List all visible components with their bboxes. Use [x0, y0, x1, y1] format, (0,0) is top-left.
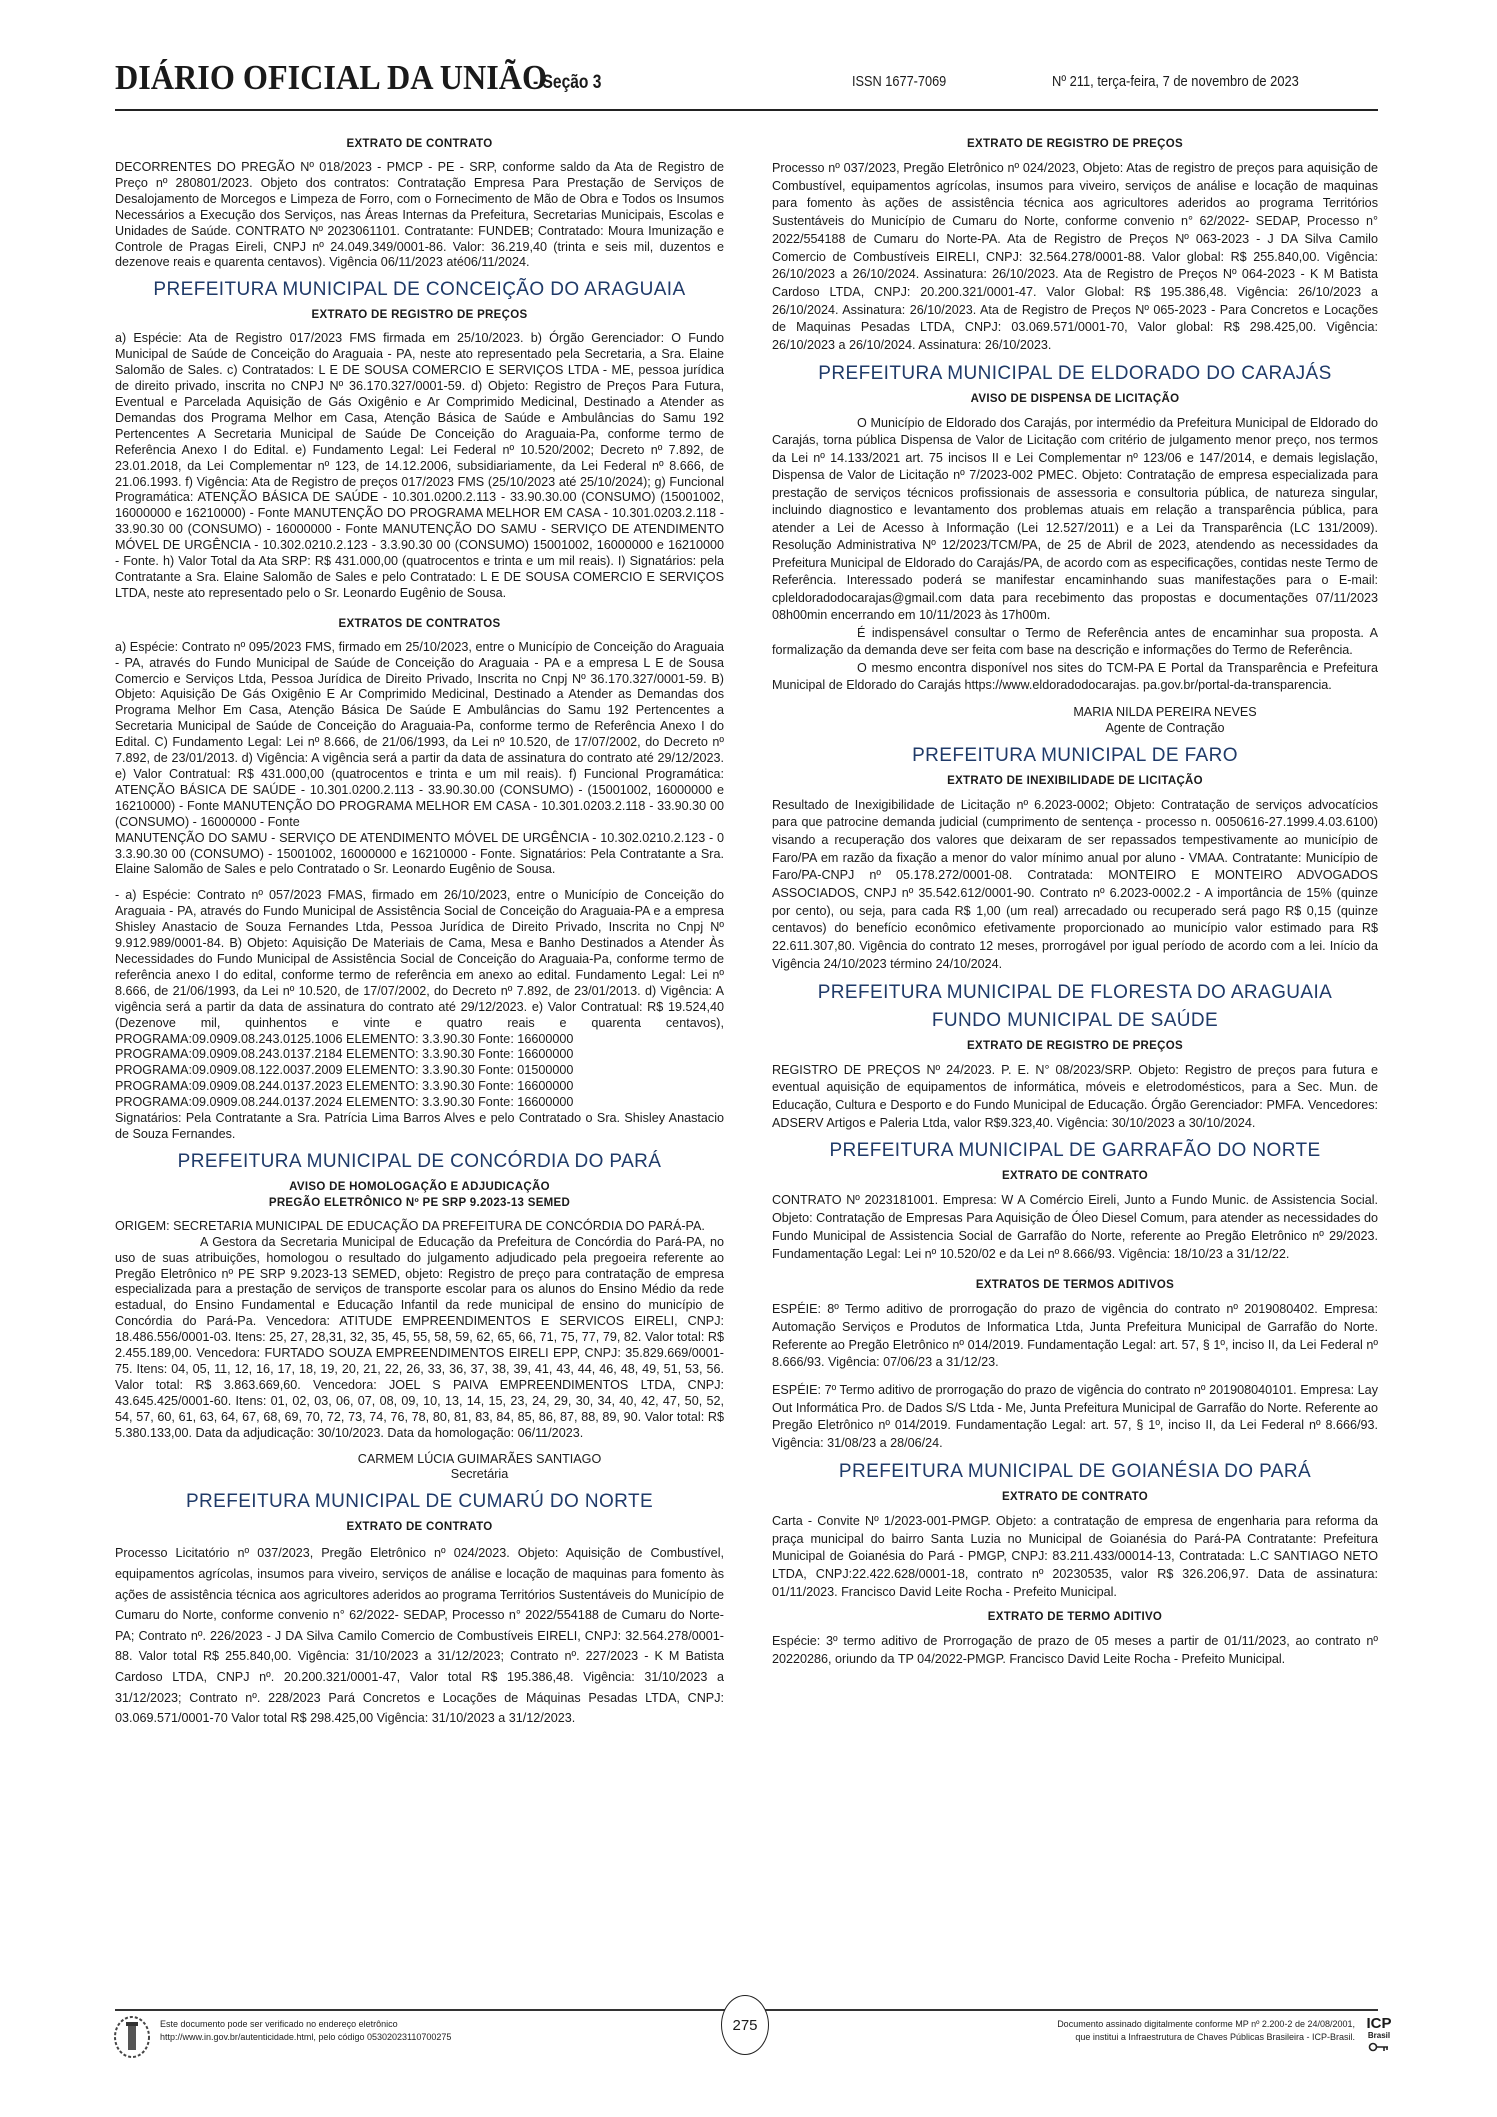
program-line: PROGRAMA:09.0909.08.122.0037.2009 ELEMENTO: 3.3.90.30 Fonte: 01500000: [115, 1063, 574, 1078]
municipality-heading: PREFEITURA MUNICIPAL DE CONCÓRDIA DO PARÁ: [177, 1150, 662, 1172]
section-subtitle: EXTRATOS DE TERMOS ADITIVOS: [975, 1279, 1175, 1292]
notice-body: É indispensável consultar o Termo de Referência antes de encaminhar sua proposta. A formalização da demanda deve ser feita com base na descrição e informações do Termo de Referência.: [772, 625, 1378, 658]
program-line: PROGRAMA:09.0909.08.244.0137.2024 ELEMENTO: 3.3.90.30 Fonte: 16600000: [115, 1095, 574, 1110]
newspaper-title: DIÁRIO OFICIAL DA UNIÃO: [115, 58, 548, 97]
municipality-heading: PREFEITURA MUNICIPAL DE FLORESTA DO ARAGUAIA: [817, 981, 1333, 1003]
left-column: [115, 124, 724, 1729]
icp-brasil-logo: ICP Brasil: [1364, 2017, 1394, 2062]
signature-line: Documento assinado digitalmente conforme MP nº 2.200-2 de 24/08/2001,: [1057, 2019, 1355, 2029]
section-subtitle: EXTRATO DE CONTRATO: [1001, 1170, 1149, 1183]
issue-date: Nº 211, terça-feira, 7 de novembro de 2023: [1052, 73, 1299, 90]
signer-role: Secretária: [450, 1467, 509, 1482]
program-line: PROGRAMA:09.0909.08.243.0137.2184 ELEMENTO: 3.3.90.30 Fonte: 16600000: [115, 1047, 574, 1062]
municipality-heading: PREFEITURA MUNICIPAL DE FARO: [912, 744, 1238, 766]
municipality-heading: PREFEITURA MUNICIPAL DE CONCEIÇÃO DO ARAGUAIA: [153, 279, 686, 301]
municipality-subheading: FUNDO MUNICIPAL DE SAÚDE: [931, 1009, 1219, 1031]
municipality-heading: PREFEITURA MUNICIPAL DE GARRAFÃO DO NORTE: [829, 1140, 1321, 1162]
section-subtitle: AVISO DE HOMOLOGAÇÃO E ADJUDICAÇÃO: [289, 1180, 550, 1193]
notice-body: CONTRATO Nº 2023181001. Empresa: W A Comércio Eireli, Junto a Fundo Munic. de Assistencia Social. Objeto: Contratação de Empresas Para Aquisição de Óleo Diesel Comum, para atender as necessidades do Fundo Municipal de Assistencia Social de Garrafão do Norte, referente ao Pregão Eletrônico nº 29/2023. Fundamentação Legal: Lei nº 10.520/02 e da Lei nº 8.666/93. Vigência: 18/10/23 a 31/12/22.: [772, 1193, 1378, 1261]
notice-body: a) Espécie: Ata de Registro 017/2023 FMS firmada em 25/10/2023. b) Órgão Gerenciador: O Fundo Municipal de Saúde de Conceição do Araguaia - PA, neste ato representado pela Secretaria, a Sra. Elaine Salomão de Sales. c) Contratados: L E DE SOUSA COMERCIO E SERVIÇOS LTDA - ME, pessoa jurídica de direito privado, inscrita no CNPJ Nº 36.170.327/0001-59. d) Objeto: Registro de Preços Para Futura, Eventual e Parcelada Aquisição de Gás Oxigênio e Ar Comprimido Medicinal, Destinado a Atender as Demandas dos Programa Melhor em Casa, Atenção Básica de Saúde e Ambulâncias do Samu 192 Pertencentes A Secretaria Municipal de Saúde De Conceição do Araguaia-Pa, conforme termo de Referência Anexo I do Edital. e) Fundamento Legal: Lei Federal nº 10.520/2002; Decreto nº 7.892, de 23.01.2018, da Lei Complementar nº 123, de 14.12.2006, subsidiariamente, da Lei Federal nº 8.666, de 21.06.1993. f) Vigência: Ata de Registro de preços 017/2023 FMS (25/10/2023 até 25/10/2024); g) Funcional Programática: ATENÇÃO BÁSICA DE SAÚDE - 10.301.0200.2.113 - 33.90.30.00 (CONSUMO) (15001002, 16000000 e 16210000) - Fonte MANUTENÇÃO DO PROGRAMA MELHOR EM CASA - 10.301.0203.2.118 - 33.90.30 00 (CONSUMO) - 16000000 - Fonte MANUTENÇÃO DO SAMU - SERVIÇO DE ATENDIMENTO MÓVEL DE URGÊNCIA - 10.302.0210.2.123 - 3.3.90.30 00 (CONSUMO) 15001002, 16000000 e 16210000 - Fonte. h) Valor Total da Ata SRP: R$ 431.000,00 (quatrocentos e trinta e um mil reais). I) Signatários: pela Contratante a Sra. Elaine Salomão de Sales e pelo Contratado: L E DE SOUSA COMERCIO E SERVIÇOS LTDA, neste ato representado pelo o Sr. Leonardo Eugênio de Sousa.: [115, 331, 724, 600]
republic-seal-icon: [112, 2015, 152, 2060]
notice-origin: ORIGEM: SECRETARIA MUNICIPAL DE EDUCAÇÃO DA PREFEITURA DE CONCÓRDIA DO PARÁ-PA.: [115, 1218, 705, 1233]
notice-body: MANUTENÇÃO DO SAMU - SERVIÇO DE ATENDIMENTO MÓVEL DE URGÊNCIA - 10.302.0210.2.123 - 0 3.3.90.30 00 (CONSUMO) - 15001002, 16000000 e 16210000 - Fonte. Signatários: Pela Contratante a Sra. Elaine Salomão de Sales e pelo Contratado o Sr. Leonardo Eugênio de Sousa.: [115, 830, 724, 877]
signature-note: [1057, 2018, 1355, 2044]
section-subtitle: AVISO DE DISPENSA DE LICITAÇÃO: [970, 392, 1180, 405]
notice-body: Resultado de Inexigibilidade de Licitação nº 6.2023-0002; Objeto: Contratação de serviços advocatícios para que patrocine demanda judicial (cumprimento de sentença - processo n. 0050616-27.1999.4.03.6100) visando a recuperação dos valores que deixaram de ser repassados tempestivamente ao município de Faro/PA em razão da fixação a menor do valor mínimo anual por aluno - VMAA. Contratante: Município de Faro/PA-CNPJ nº 05.178.272/0001-08. Contratada: MONTEIRO E MONTEIRO ADVOGADOS ASSOCIADOS, CNPJ nº 35.542.612/0001-90. Contrato nº 6.2023-0002.2 - A importância de 15% (quinze por cento), ou seja, para cada R$ 1,00 (um real) arrecadado ou recuperado será pago R$ 0,15 (quinze centavos) do benefício econômico efetivamente proporcionado ao município valor estimado para R$ 22.611.307,80. Vigência do contrato 12 meses, prorrogável por igual período de acordo com a lei. Início da Vigência 24/10/2023 término 24/10/2024.: [772, 797, 1378, 971]
page-number: 275: [721, 1995, 769, 2055]
key-icon: [1368, 2040, 1390, 2054]
signer-role: Agente de Contração: [1105, 720, 1225, 735]
section-label: - Seção 3: [533, 72, 602, 93]
municipality-heading: PREFEITURA MUNICIPAL DE ELDORADO DO CARAJÁS: [818, 362, 1332, 384]
verification-line: Este documento pode ser verificado no endereço eletrônico: [160, 2019, 398, 2029]
section-subtitle: EXTRATO DE REGISTRO DE PREÇOS: [967, 1039, 1183, 1052]
municipality-heading: PREFEITURA MUNICIPAL DE CUMARÚ DO NORTE: [185, 1491, 654, 1513]
notice-body: - a) Espécie: Contrato nº 057/2023 FMAS, firmado em 26/10/2023, entre o Município de Conceição do Araguaia - PA, através do Fundo Municipal de Assistência Social de Conceição do Araguaia-PA e a empresa Shisley Anastacio de Souza Fernandes Ltda, Pessoa Jurídica de Direito Privado, Inscrita no Cnpj Nº 9.912.989/0001-84. B) Objeto: Aquisição De Materiais de Cama, Mesa e Banho Destinados a Atender Às Necessidades do Fundo Municipal de Assistência Social de Conceição do Araguaia-Pa, conforme termo de referência anexo I do edital, conforme termo de referência em anexo ao edital. Fundamento Legal: Lei nº 8.666, de 21/06/1993, da Lei nº 10.520, de 17/07/2002, do Decreto nº 7.892, de 23/01/2013. d) Vigência: A vigência será a partir da data de assinatura do contrato até 29/12/2023. e) Valor Contratual: R$ 19.524,40 (Dezenove mil, quinhentos e vinte e quatro reais e quarenta centavos), PROGRAMA:09.0909.08.243.0125.1006 ELEMENTO: 3.3.90.30 Fonte: 16600000: [115, 888, 724, 1046]
section-subtitle: EXTRATO DE TERMO ADITIVO: [987, 1611, 1163, 1624]
section-subtitle: EXTRATO DE REGISTRO DE PREÇOS: [967, 138, 1183, 150]
verification-url[interactable]: http://www.in.gov.br/autenticidade.html, pelo código 05302023110700275: [160, 2032, 452, 2042]
notice-body: O mesmo encontra disponível nos sites do TCM-PA E Portal da Transparência e Prefeitura Municipal de Eldorado do Carajás https://www.eldoradodocarajas. pa.gov.br/portal-da-transparencia.: [772, 660, 1378, 693]
program-line: PROGRAMA:09.0909.08.244.0137.2023 ELEMENTO: 3.3.90.30 Fonte: 16600000: [115, 1079, 574, 1094]
section-subtitle: EXTRATO DE REGISTRO DE PREÇOS: [311, 309, 528, 322]
section-subtitle: EXTRATO DE INEXIBILIDADE DE LICITAÇÃO: [947, 774, 1203, 787]
section-subtitle: EXTRATO DE CONTRATO: [346, 138, 493, 150]
signer-name: MARIA NILDA PEREIRA NEVES: [1073, 704, 1257, 719]
section-subtitle: EXTRATO DE CONTRATO: [1001, 1490, 1149, 1503]
notice-body: DECORRENTES DO PREGÃO Nº 018/2023 - PMCP - PE - SRP, conforme saldo da Ata de Registro de Preço nº 280801/2023. Objeto dos contratos: Contratação Empresa Para Prestação de Serviços de Desalojamento de Morcegos e Limpeza de Forro, com o Fornecimento de Mão de Obra e Todos os Insumos Necessários a Execução dos Serviços, nas Áreas Internas da Prefeitura, Secretarias Municipais, Escolas e Unidades de Saúde. CONTRATO Nº 2023061101. Contratante: FUNDEB; Contratado: Moura Imunização e Controle de Pragas Eireli, CNPJ nº 24.049.349/0001-86. Valor: 36.219,40 (trinta e seis mil, duzentos e dezenove reais e quarenta centavos). Vigência 06/11/2023 até06/11/2024.: [115, 160, 724, 270]
section-subtitle: EXTRATOS DE CONTRATOS: [338, 617, 501, 630]
right-column: [772, 124, 1378, 1669]
notice-body: O Município de Eldorado dos Carajás, por intermédio da Prefeitura Municipal de Eldorado do Carajás, torna pública Dispensa de Valor de Licitação com critério de julgamento menor preço, nos termos da Lei nº 14.133/2021 art. 75 incisos II e Lei Complementar nº 123/06 e 147/2014, e demais legislação, Dispensa de Valor de Licitação nº 7/2023-002 PMEC. Objeto: Contratação de empresa especializada para prestação de serviços técnicos profissionais de assessoria e consultoria pública, de natureza singular, incluindo diagnostico e levantamento dos problemas atuais em relação a transparência pública, para atender a Lei de Acesso à Informação (Lei 12.527/2011) e a Lei da Transparência (LC 131/2009). Resolução Administrativa Nº 12/2023/TCM/PA, de 25 de Abril de 2023, atendendo as necessidades da Prefeitura Municipal de Eldorado do Carajás/PA, de acordo com as especificações, contidas neste Termo de Referência. Interessado poderá se manifestar encaminhando suas manifestações para o E-mail: cpleldoradodocarajas@gmail.com data para recebimento das propostas e documentações 07/11/2023 08h00min encerrando em 10/11/2023 às 17h00m.: [772, 415, 1378, 623]
section-subtitle: EXTRATO DE CONTRATO: [346, 1521, 493, 1534]
notice-body: ESPÉIE: 7º Termo aditivo de prorrogação do prazo de vigência do contrato nº 201908040101. Empresa: Lay Out Informática Pro. de Dados S/S Ltda - Me, Junta Prefeitura Municipal de Garrafão do Norte. Referente ao Pregão Eletrônico nº 014/2019. Fundamentação Legal: art. 57, § 1º, inciso II, da Lei Federal nº 8.666/93. Vigência: 31/08/23 a 28/06/24.: [772, 1383, 1378, 1451]
header-rule: [115, 109, 1378, 111]
notice-body: Carta - Convite Nº 1/2023-001-PMGP. Objeto: a contratação de empresa de engenharia para reforma da praça municipal do bairro Santa Luzia no Municipal de Goianésia do Pará-PA Contratante: Prefeitura Municipal de Goianésia do Pará - PMGP, CNPJ: 83.211.433/00014-13, Contratada: L.C SANTIAGO NETO LTDA, CNPJ:22.422.628/0001-18, contrato nº 20230535, valor R$ 326.206,97. Data de assinatura: 01/11/2023. Francisco David Leite Rocha - Prefeito Municipal.: [772, 1513, 1378, 1599]
municipality-heading: PREFEITURA MUNICIPAL DE GOIANÉSIA DO PARÁ: [838, 1460, 1312, 1482]
notice-body: Processo Licitatório nº 037/2023, Pregão Eletrônico nº 024/2023. Objeto: Aquisição de Combustível, equipamentos agrícolas, insumos para viveiro, serviços de análise e locação de maquinas para fomento às ações de assistência técnica aos agricultores aderidos ao programa Territórios Sustentáveis do Município de Cumaru do Norte, conforme convenio n° 62/2022- SEDAP, Processo n° 2022/554188 de Cumaru do Norte-PA; Contrato nº. 226/2023 - J DA Silva Camilo Comercio de Combustíveis EIRELI, CNPJ: 32.564.278/0001-88. Valor total R$ 255.840,00. Vigência: 31/10/2023 a 31/12/2023; Contrato nº. 227/2023 - K M Batista Cardoso LTDA, CNPJ nº. 20.200.321/0001-47, Valor total R$ 195.386,48. Vigência: 31/10/2023 a 31/12/2023; Contrato nº. 228/2023 Pará Concretos e Locações de Máquinas Pesadas LTDA, CNPJ: 03.069.571/0001-70 Valor total R$ 298.425,00 Vigência: 31/10/2023 a 31/12/2023.: [115, 1546, 724, 1726]
notice-body: REGISTRO DE PREÇOS Nº 24/2023. P. E. N° 08/2023/SRP. Objeto: Registro de preços para futura e eventual aquisição de equipamentos de informática, móveis e eletrodomésticos, para a Sec. Mun. de Educação, Cultura e Desporto e do Fundo Municipal de Educação. Órgão Gerenciador: PMFA. Vencedores: ADSERV Artigos e Paleria Ltda, valor R$9.323,40. Vigência: 30/10/2023 a 30/10/2024.: [772, 1062, 1378, 1130]
notice-body: a) Espécie: Contrato nº 095/2023 FMS, firmado em 25/10/2023, entre o Município de Conceição do Araguaia - PA, através do Fundo Municipal de Saúde de Conceição do Araguaia - PA e a empresa L E de Sousa Comercio e Serviços Ltda, Pessoa Jurídica de Direito Privado, Inscrita no Cnpj Nº 36.170.327/0001-59. B) Objeto: Aquisição De Gás Oxigênio E Ar Comprimido Medicinal, Destinado a Atender as Demandas dos Programa Melhor Em Casa, Atenção Básica De Saúde E Ambulâncias do Samu 192 Pertencentes a Secretaria Municipal de Saúde de Conceição do Araguaia-Pa, conforme termo de Referência Anexo I do Edital. C) Fundamento Legal: Lei nº 8.666, de 21/06/1993, da Lei nº 10.520, de 17/07/2002, do Decreto nº 7.892, de 23/01/2013. d) Vigência: A vigência será a partir da data de assinatura do contrato até 29/12/2023. e) Valor Contratual: R$ 431.000,00 (quatrocentos e trinta e um mil reais). f) Funcional Programática: ATENÇÃO BÁSICA DE SAÚDE - 10.301.0200.2.113 - 33.90.30.00 (CONSUMO) - (15001002, 16000000 e 16210000) - Fonte MANUTENÇÃO DO PROGRAMA MELHOR EM CASA - 10.301.0203.2.118 - 33.90.30 00 (CONSUMO) - 16000000 - Fonte: [115, 639, 724, 829]
notice-body: A Gestora da Secretaria Municipal de Educação da Prefeitura de Concórdia do Pará-PA, no uso de suas atribuições, homologou o resultado do julgamento adjudicado pela pregoeira referente ao Pregão Eletrônico nº PE SRP 9.2023-13 SEMED, objeto: Registro de preço para contratação de empresa especializada para a prestação de serviços de transporte escolar para os alunos do Ensino Médio da rede estadual, do Ensino Fundamental e Educação Infantil da rede municipal de ensino do município de Concórdia do Pará-Pa. Vencedora: ATITUDE EMPREENDIMENTOS E SERVICOS EIRELI, CNPJ: 18.486.556/0001-03. Itens: 25, 27, 28,31, 32, 35, 45, 55, 58, 59, 62, 65, 66, 71, 75, 77, 79, 82. Valor total: R$ 2.455.189,00. Vencedora: FURTADO SOUZA EMPREENDIMENTOS EIRELI EPP, CNPJ: 35.829.669/0001-75. Itens: 04, 05, 11, 12, 16, 17, 18, 19, 20, 21, 22, 26, 33, 36, 37, 38, 39, 41, 43, 44, 46, 48, 49, 51, 53, 56. Valor total: R$ 3.863.669,60. Vencedora: JOEL S PAIVA EMPREENDIMENTOS LTDA, CNPJ: 43.645.425/0001-60. Itens: 01, 02, 03, 06, 07, 08, 09, 10, 13, 14, 15, 23, 24, 29, 30, 34, 40, 42, 47, 50, 52, 54, 57, 60, 61, 63, 64, 67, 68, 69, 70, 72, 73, 74, 76, 78, 80, 81, 83, 84, 85, 86, 87, 88, 89, 90. Valor total: R$ 5.380.133,00. Data da adjudicação: 30/10/2023. Data da homologação: 06/11/2023.: [115, 1234, 724, 1440]
section-subtitle: PREGÃO ELETRÔNICO Nº PE SRP 9.2023-13 SEMED: [268, 1196, 571, 1209]
notice-body: Espécie: 3º termo aditivo de Prorrogação de prazo de 05 meses a partir de 01/11/2023, ao contrato nº 20220286, oriundo da TP 04/2022-PMGP. Francisco David Leite Rocha - Prefeito Municipal.: [772, 1634, 1378, 1667]
signature-line: que institui a Infraestrutura de Chaves Públicas Brasileira - ICP-Brasil.: [1075, 2032, 1355, 2042]
notice-body: Processo nº 037/2023, Pregão Eletrônico nº 024/2023, Objeto: Atas de registro de preços para aquisição de Combustível, equipamentos agrícolas, insumos para viveiro, serviços de análise e locação de maquinas para fomento às ações de assistência técnica aos agricultores aderidos ao programa Territórios Sustentáveis do Município de Cumaru do Norte, conforme convenio n° 62/2022- SEDAP, Processo n° 2022/554188 de Cumaru do Norte-PA. Ata de Registro de Preços Nº 063-2023 - J DA Silva Camilo Comercio de Combustíveis EIRELI, CNPJ: 32.564.278/0001-88. Valor global: R$ 255.840,00. Vigência: 26/10/2023 a 26/10/2024. Assinatura: 26/10/2023. Ata de Registro de Preços Nº 064-2023 - K M Batista Cardoso LTDA, CNPJ: 20.200.321/0001-47. Valor Global: R$ 195.386,48. Vigência: 26/10/2023 a 26/10/2024. Assinatura: 26/10/2023. Ata de Registro de Preços Nº 065-2023 - Para Concretos e Locações de Maquinas Pesadas LTDA, CNPJ: 03.069.571/0001-70, Valor global: R$ 298.425,00. Vigência: 26/10/2023 a 26/10/2024. Assinatura: 26/10/2023.: [772, 161, 1378, 353]
signer-name: CARMEM LÚCIA GUIMARÃES SANTIAGO: [357, 1451, 602, 1466]
issn: ISSN 1677-7069: [852, 73, 947, 90]
notice-body: Signatários: Pela Contratante a Sra. Patrícia Lima Barros Alves e pelo Contratado o Sra. Shisley Anastacio de Souza Fernandes.: [115, 1111, 724, 1141]
verification-note: [160, 2018, 451, 2044]
notice-body: ESPÉIE: 8º Termo aditivo de prorrogação do prazo de vigência do contrato nº 2019080402. Empresa: Automação Serviços e Produtos de Informatica Ltda, Junta Prefeitura Municipal de Garrafão do Norte. Referente ao Pregão Eletrônico nº 014/2019. Fundamentação Legal: art. 57, § 1º, inciso II, da Lei Federal nº 8.666/93. Vigência: 07/06/23 a 31/12/23.: [772, 1302, 1378, 1370]
